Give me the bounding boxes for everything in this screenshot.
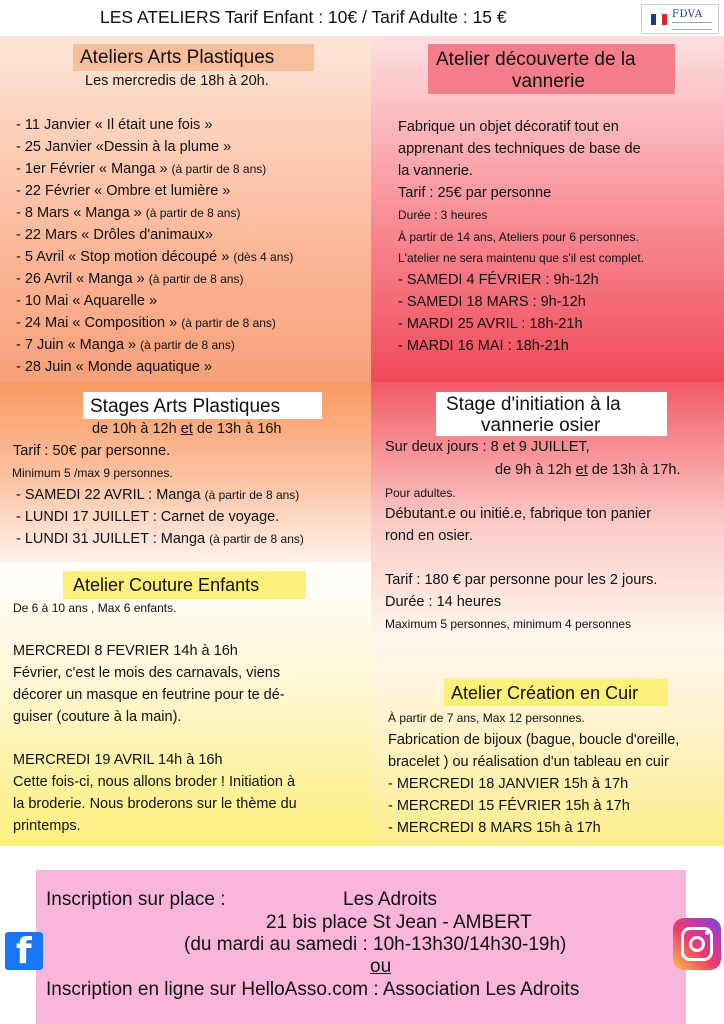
cuir-date: - MERCREDI 18 JANVIER 15h à 17h [388,776,629,792]
list-item-note: (à partir de 8 ans) [171,162,267,176]
osier-desc-2: rond en osier. [385,528,473,544]
list-item-note: (à partir de 8 ans) [209,532,304,546]
list-item-text: - 7 Juin « Manga » [16,337,141,353]
arts-subtitle: Les mercredis de 18h à 20h. [85,73,269,89]
vannerie-date: - MARDI 16 MAI : 18h-21h [398,338,569,354]
footer-hours: (du mardi au samedi : 10h-13h30/14h30-19h) [184,934,567,955]
osier-hours-a: de 9h à 12h [495,462,576,478]
couture-text: la broderie. Nous broderons sur le thème du [13,796,297,812]
list-item [16,140,231,155]
vannerie-title-2: vannerie [512,71,585,92]
osier-desc-1: Débutant.e ou initié.e, fabrique ton panier [385,506,652,522]
osier-hours-et: et [575,462,588,478]
list-item [16,184,230,199]
list-item-text: - 22 Février « Ombre et lumière » [16,183,231,199]
fdva-logo [641,4,719,34]
vannerie-desc-1: Fabrique un objet décoratif tout en [398,119,619,135]
osier-hours [495,463,680,478]
arts-title: Ateliers Arts Plastiques [80,47,275,68]
vannerie-title-1: Atelier découverte de la [436,49,636,70]
vannerie-desc-3: la vannerie. [398,163,473,179]
osier-hours-b: de 13h à 17h. [587,462,681,478]
vannerie-warning: L'atelier ne sera maintenu que s'il est complet. [398,251,645,265]
logo-lines [672,22,712,30]
osier-public: Pour adultes. [385,486,456,500]
vannerie-desc-2: apprenant des techniques de base de [398,141,641,157]
list-item-text: - 26 Avril « Manga » [16,271,149,287]
arts-panel [0,36,371,382]
vannerie-date: - SAMEDI 18 MARS : 9h-12h [398,294,586,310]
list-item-text: - 28 Juin « Monde aquatique » [16,359,212,375]
osier-cuir-panel [371,382,724,846]
vannerie-date: - MARDI 25 AVRIL : 18h-21h [398,316,583,332]
couture-panel [0,562,371,846]
list-item-text: - SAMEDI 22 AVRIL : Manga [16,487,205,503]
list-item-note: (à partir de 8 ans) [140,338,235,352]
header [0,0,724,36]
stages-hours-et: et [180,421,193,437]
couture-text: printemps. [13,818,81,834]
list-item-note: (à partir de 8 ans) [204,488,300,502]
list-item [16,316,276,331]
stages-panel [0,382,371,562]
footer-address: 21 bis place St Jean - AMBERT [266,912,532,933]
list-item [16,162,266,177]
couture-date-2: MERCREDI 19 AVRIL 14h à 16h [13,752,223,768]
vannerie-age: À partir de 14 ans, Ateliers pour 6 personnes. [398,230,639,244]
logo-text: FDVA [672,9,703,20]
stages-title: Stages Arts Plastiques [90,396,281,417]
list-item [16,510,279,525]
french-flag-icon [651,14,667,25]
cuir-date: - MERCREDI 15 FÉVRIER 15h à 17h [388,798,630,814]
cuir-date: - MERCREDI 8 MARS 15h à 17h [388,820,601,836]
list-item [16,228,213,243]
vannerie-duree: Durée : 3 heures [398,208,488,222]
list-item-note: (à partir de 8 ans) [181,316,276,330]
list-item [16,118,212,133]
list-item-text: - 5 Avril « Stop motion découpé » [16,249,234,265]
footer-place: Les Adroits [343,889,437,910]
instagram-icon[interactable] [673,918,721,970]
cuir-title: Atelier Création en Cuir [451,683,639,703]
vannerie-panel [371,36,724,382]
list-item-text: - LUNDI 17 JUILLET : Carnet de voyage. [16,509,280,525]
footer-label: Inscription sur place : [46,889,226,910]
list-item [16,294,157,309]
couture-text: guiser (couture à la main). [13,709,182,725]
list-item [16,338,235,353]
cuir-desc-1: Fabrication de bijoux (bague, boucle d'oreille, [388,732,680,748]
list-item [16,206,240,221]
list-item-note: (à partir de 8 ans) [148,272,244,286]
page-title: LES ATELIERS Tarif Enfant : 10€ / Tarif Adulte : 15 € [100,7,507,27]
list-item-text: - 24 Mai « Composition » [16,315,182,331]
list-item-text: - 11 Janvier « Il était une fois » [16,117,213,133]
list-item [16,532,304,547]
osier-tarif: Tarif : 180 € par personne pour les 2 jours. [385,572,658,588]
list-item-text: - 1er Février « Manga » [16,161,172,177]
list-item-text: - 10 Mai « Aquarelle » [16,293,158,309]
couture-title: Atelier Couture Enfants [73,575,260,595]
couture-text: décorer un masque en feutrine pour te dé- [13,687,285,703]
stages-hours-a: de 10h à 12h [92,421,181,437]
osier-title-2: vannerie osier [481,415,601,436]
list-item-text: - LUNDI 31 JUILLET : Manga [16,531,210,547]
cuir-age: À partir de 7 ans, Max 12 personnes. [388,711,585,725]
couture-date-1: MERCREDI 8 FEVRIER 14h à 16h [13,643,238,659]
footer-or: ou [370,956,392,977]
stages-min: Minimum 5 /max 9 personnes. [12,466,173,480]
couture-text: Février, c'est le mois des carnavals, viens [13,665,281,681]
osier-days: Sur deux jours : 8 et 9 JUILLET, [385,439,590,455]
osier-capacity: Maximum 5 personnes, minimum 4 personnes [385,617,632,631]
footer-online[interactable]: Inscription en ligne sur HelloAsso.com : Association Les Adroits [46,979,580,1000]
cuir-desc-2: bracelet ) ou réalisation d'un tableau en cuir [388,754,669,770]
list-item [16,488,299,503]
stages-hours [92,422,282,437]
osier-duree: Durée : 14 heures [385,594,502,610]
vannerie-date: - SAMEDI 4 FÉVRIER : 9h-12h [398,272,599,288]
stages-hours-b: de 13h à 16h [192,421,282,437]
list-item-text: - 25 Janvier «Dessin à la plume » [16,139,232,155]
list-item-note: (à partir de 8 ans) [145,206,241,220]
vannerie-tarif: Tarif : 25€ par personne [398,185,552,201]
couture-age: De 6 à 10 ans , Max 6 enfants. [13,601,177,615]
list-item-note: (dès 4 ans) [233,250,294,264]
facebook-icon[interactable]: f [5,932,43,970]
stages-tarif: Tarif : 50€ par personne. [13,443,171,459]
osier-title-1: Stage d'initiation à la [446,394,621,415]
list-item [16,360,212,375]
couture-text: Cette fois-ci, nous allons broder ! Initiation à [13,774,296,790]
list-item [16,272,243,287]
list-item [16,250,293,265]
list-item-text: - 8 Mars « Manga » [16,205,146,221]
list-item-text: - 22 Mars « Drôles d'animaux» [16,227,213,243]
